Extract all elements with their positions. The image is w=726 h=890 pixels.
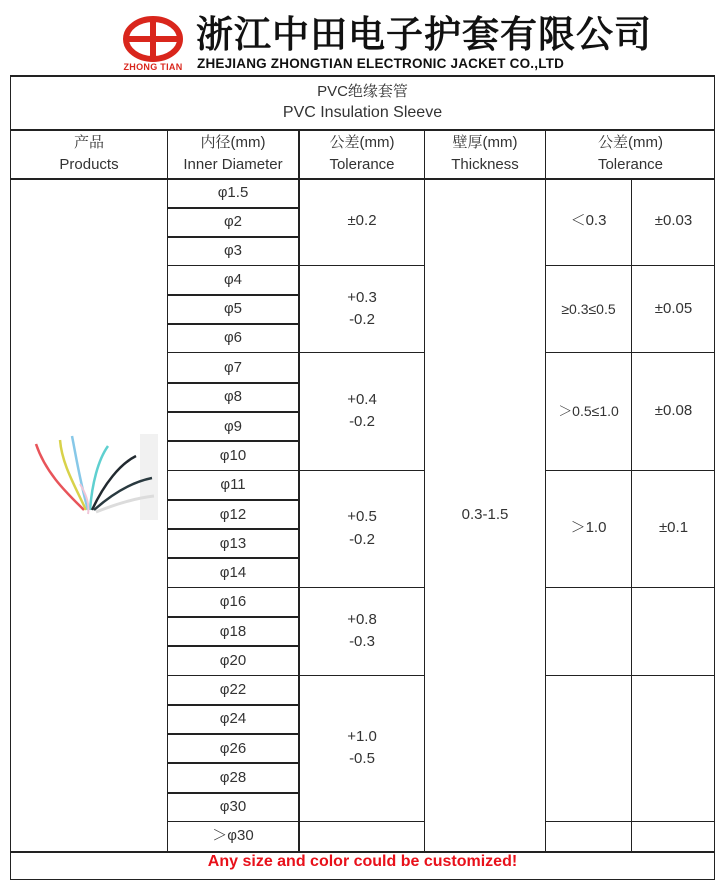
col-thickness-tolerance-cn: 公差(mm) [598,134,663,151]
thickness-tolerance: ±0.08 [654,402,693,419]
col-thickness-cn: 壁厚(mm) [452,134,518,151]
diameter-tolerance-plus: +0.5 [347,508,377,525]
col-thickness-tolerance-en: Tolerance [597,156,664,173]
diameter-tolerance-plus: +0.4 [347,391,377,408]
diameter-value: φ30 [219,798,247,815]
diameter-value: φ14 [219,564,247,581]
diameter-value: φ1.5 [217,184,249,201]
thickness-tolerance: ±0.03 [654,212,693,229]
thickness-tolerance: ±0.1 [658,519,689,536]
col-products-cn: 产品 [73,134,104,151]
company-logo-icon [122,15,184,65]
logo-text: ZHONG TIAN [123,62,183,72]
thickness-range: ＞0.5≤1.0 [558,403,619,419]
diameter-value: φ16 [219,593,247,610]
diameter-value: φ8 [223,388,243,405]
diameter-value: φ28 [219,769,247,786]
diameter-tolerance-minus: -0.2 [349,413,375,430]
diameter-value: φ7 [223,359,243,376]
diameter-tolerance: ±0.2 [347,212,377,229]
col-tolerance-en: Tolerance [329,156,395,173]
col-diameter-en: Inner Diameter [183,156,283,173]
diameter-value: φ3 [223,242,243,259]
diameter-value: ＞φ30 [212,827,254,844]
thickness-range: ＜0.3 [570,212,607,229]
diameter-tolerance-minus: -0.2 [349,531,375,548]
diameter-value: φ12 [219,506,247,523]
diameter-value: φ9 [223,418,243,435]
customization-note: Any size and color could be customized! [207,853,518,870]
diameter-value: φ4 [223,271,243,288]
table-title-cn: PVC绝缘套管 [317,83,408,100]
col-products-en: Products [59,156,119,173]
company-name-en: ZHEJIANG ZHONGTIAN ELECTRONIC JACKET CO.,LTD [197,56,565,71]
diameter-value: φ5 [223,300,243,317]
company-name-cn: 浙江中田电子护套有限公司 [196,13,652,56]
diameter-value: φ10 [219,447,247,464]
diameter-value: φ6 [223,329,243,346]
diameter-value: φ13 [219,535,247,552]
diameter-value: φ11 [220,476,246,493]
table-title-en: PVC Insulation Sleeve [282,104,443,121]
thickness-value: 0.3-1.5 [461,506,509,523]
thickness-range: ≥0.3≤0.5 [561,301,616,317]
col-diameter-cn: 内径(mm) [200,134,266,151]
diameter-tolerance-plus: +1.0 [347,728,377,745]
thickness-tolerance: ±0.05 [654,300,693,317]
diameter-value: φ20 [219,652,247,669]
thickness-range: ＞1.0 [570,519,607,536]
diameter-value: φ22 [219,681,247,698]
diameter-tolerance-minus: -0.3 [349,633,375,650]
col-tolerance-cn: 公差(mm) [329,134,395,151]
diameter-value: φ2 [223,213,243,230]
diameter-tolerance-plus: +0.8 [347,611,377,628]
diameter-value: φ18 [219,623,247,640]
col-thickness-en: Thickness [451,156,519,173]
diameter-tolerance-minus: -0.5 [349,750,375,767]
pvc-sleeve-wires-image [28,434,158,520]
diameter-tolerance-plus: +0.3 [347,289,377,306]
diameter-tolerance-minus: -0.2 [349,311,375,328]
diameter-value: φ24 [219,710,247,727]
diameter-value: φ26 [219,740,247,757]
header [0,0,726,76]
